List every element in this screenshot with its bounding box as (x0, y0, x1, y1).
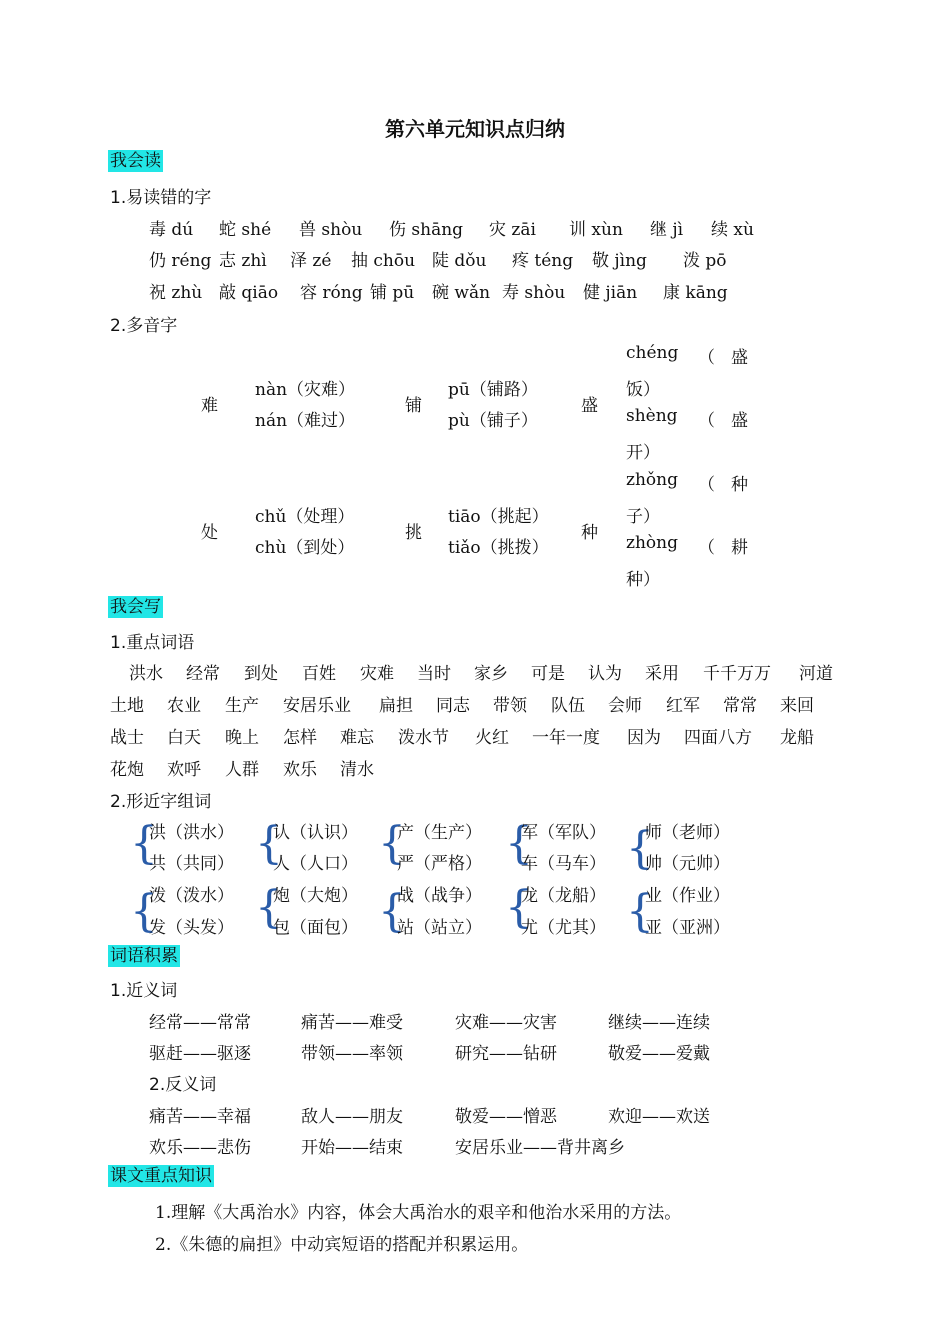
word-item: 队伍 (551, 696, 585, 716)
pinyin-item: 碗 wǎn (432, 283, 491, 303)
word-item: 红军 (666, 696, 700, 716)
left-brace-icon: { (130, 818, 158, 869)
similar-char-word: 泼（泼水） (149, 886, 234, 906)
polyphone-reading: 种 (731, 475, 748, 495)
word-item: 农业 (167, 696, 201, 716)
similar-char-word: 发（头发） (149, 918, 234, 938)
similar-char-word: 人（人口） (273, 854, 358, 874)
subheading-key-words: 1.重点词语 (110, 633, 195, 653)
left-brace-icon: { (505, 882, 533, 933)
word-item: 因为 (627, 728, 661, 748)
left-brace-icon: { (130, 886, 158, 937)
word-item: 花炮 (110, 760, 144, 780)
antonym-pair: 开始——结束 (301, 1138, 403, 1158)
similar-char-word: 洪（洪水） (149, 823, 234, 843)
synonym-pair: 灾难——灾害 (455, 1013, 557, 1033)
polyphone-reading: pù（铺子） (448, 411, 538, 431)
word-item: 来回 (780, 696, 814, 716)
left-brace-icon: { (626, 823, 654, 874)
section-heading-read: 我会读 (110, 151, 161, 171)
page-title: 第六单元知识点归纳 (385, 117, 565, 141)
synonym-pair: 敬爱——爱戴 (608, 1044, 710, 1064)
similar-char-word: 产（生产） (397, 823, 482, 843)
antonym-pair: 安居乐业——背井离乡 (455, 1138, 625, 1158)
pinyin-item: 继 jì (650, 220, 684, 240)
word-item: 晚上 (225, 728, 259, 748)
left-brace-icon: { (255, 818, 283, 869)
word-item: 扁担 (379, 696, 413, 716)
pinyin-item: 敬 jìng (592, 251, 647, 271)
polyphone-char: 挑 (405, 523, 422, 543)
polyphone-reading: shèng (626, 406, 678, 426)
pinyin-item: 抽 chōu (351, 251, 416, 271)
left-brace-icon: { (505, 818, 533, 869)
word-item: 四面八方 (684, 728, 752, 748)
word-item: 经常 (186, 664, 220, 684)
pinyin-item: 仍 réng (149, 251, 212, 271)
synonym-pair: 带领——率领 (301, 1044, 403, 1064)
polyphone-reading: （ (698, 348, 715, 368)
pinyin-item: 健 jiān (583, 283, 638, 303)
subheading-antonyms: 2.反义词 (149, 1075, 217, 1095)
polyphone-reading: nàn（灾难） (255, 380, 356, 400)
polyphone-reading: 耕 (731, 538, 748, 558)
word-item: 火红 (475, 728, 509, 748)
subheading-easy-mistake: 1.易读错的字 (110, 188, 212, 208)
polyphone-reading: 盛 (731, 411, 748, 431)
polyphone-reading: （ (698, 411, 715, 431)
polyphone-reading: 种） (626, 570, 660, 590)
left-brace-icon: { (378, 886, 406, 937)
word-item: 千千万万 (703, 664, 771, 684)
similar-char-word: 亚（亚洲） (645, 918, 730, 938)
synonym-pair: 继续——连续 (608, 1013, 710, 1033)
subheading-polyphone: 2.多音字 (110, 316, 178, 336)
pinyin-item: 泼 pō (683, 251, 727, 271)
similar-char-word: 包（面包） (273, 918, 358, 938)
polyphone-reading: chǔ（处理） (255, 507, 355, 527)
pinyin-item: 灾 zāi (489, 220, 536, 240)
word-item: 带领 (493, 696, 527, 716)
polyphone-reading: 子） (626, 507, 660, 527)
polyphone-reading: 开） (626, 443, 660, 463)
pinyin-item: 兽 shòu (299, 220, 363, 240)
synonym-pair: 经常——常常 (149, 1013, 251, 1033)
word-item: 家乡 (474, 664, 508, 684)
word-item: 人群 (225, 760, 259, 780)
lesson-point: 1.理解《大禹治水》内容，体会大禹治水的艰辛和他治水采用的方法。 (155, 1203, 682, 1223)
similar-char-word: 认（认识） (273, 823, 358, 843)
polyphone-reading: chéng (626, 343, 679, 363)
word-item: 土地 (110, 696, 144, 716)
pinyin-item: 训 xùn (569, 220, 623, 240)
pinyin-item: 寿 shòu (502, 283, 566, 303)
polyphone-reading: nán（难过） (255, 411, 356, 431)
word-item: 欢乐 (283, 760, 317, 780)
word-item: 灾难 (360, 664, 394, 684)
polyphone-char: 难 (201, 396, 218, 416)
left-brace-icon: { (378, 818, 406, 869)
pinyin-item: 毒 dú (149, 220, 194, 240)
word-item: 安居乐业 (283, 696, 351, 716)
left-brace-icon: { (626, 886, 654, 937)
word-item: 战士 (110, 728, 144, 748)
polyphone-char: 盛 (581, 396, 598, 416)
word-item: 会师 (608, 696, 642, 716)
polyphone-reading: zhòng (626, 533, 678, 553)
polyphone-reading: tiāo（挑起） (448, 507, 549, 527)
section-heading-write: 我会写 (110, 597, 161, 617)
pinyin-item: 容 róng (300, 283, 363, 303)
word-item: 清水 (340, 760, 374, 780)
similar-char-word: 师（老师） (645, 823, 730, 843)
synonym-pair: 痛苦——难受 (301, 1013, 403, 1033)
pinyin-item: 志 zhì (219, 251, 267, 271)
word-item: 认为 (588, 664, 622, 684)
section-heading-accumulate: 词语积累 (110, 946, 178, 966)
similar-char-word: 龙（龙船） (521, 886, 606, 906)
polyphone-reading: （ (698, 538, 715, 558)
polyphone-reading: tiǎo（挑拨） (448, 538, 549, 558)
polyphone-reading: zhǒng (626, 470, 678, 490)
similar-char-word: 站（站立） (397, 918, 482, 938)
pinyin-item: 疼 téng (512, 251, 574, 271)
word-item: 生产 (225, 696, 259, 716)
polyphone-reading: chù（到处） (255, 538, 355, 558)
subheading-similar-chars: 2.形近字组词 (110, 792, 212, 812)
pinyin-item: 伤 shāng (389, 220, 464, 240)
polyphone-reading: （ (698, 475, 715, 495)
similar-char-word: 尤（尤其） (521, 918, 606, 938)
word-item: 一年一度 (532, 728, 600, 748)
pinyin-item: 泽 zé (290, 251, 332, 271)
antonym-pair: 欢乐——悲伤 (149, 1138, 251, 1158)
pinyin-item: 蛇 shé (219, 220, 272, 240)
word-item: 百姓 (302, 664, 336, 684)
similar-char-word: 车（马车） (521, 854, 606, 874)
polyphone-char: 铺 (405, 396, 422, 416)
polyphone-char: 处 (201, 523, 218, 543)
word-item: 采用 (645, 664, 679, 684)
antonym-pair: 敌人——朋友 (301, 1107, 403, 1127)
similar-char-word: 严（严格） (397, 854, 482, 874)
word-item: 河道 (799, 664, 833, 684)
word-item: 怎样 (283, 728, 317, 748)
similar-char-word: 帅（元帅） (645, 854, 730, 874)
similar-char-word: 共（共同） (149, 854, 234, 874)
lesson-point: 2.《朱德的扁担》中动宾短语的搭配并积累运用。 (155, 1235, 529, 1255)
pinyin-item: 铺 pū (370, 283, 415, 303)
polyphone-reading: 盛 (731, 348, 748, 368)
similar-char-word: 业（作业） (645, 886, 730, 906)
word-item: 白天 (167, 728, 201, 748)
antonym-pair: 痛苦——幸福 (149, 1107, 251, 1127)
antonym-pair: 欢迎——欢送 (608, 1107, 710, 1127)
section-heading-lesson: 课文重点知识 (110, 1166, 212, 1186)
word-item: 泼水节 (398, 728, 449, 748)
left-brace-icon: { (255, 882, 283, 933)
subheading-synonyms: 1.近义词 (110, 981, 178, 1001)
word-item: 龙船 (780, 728, 814, 748)
word-item: 当时 (417, 664, 451, 684)
synonym-pair: 驱赶——驱逐 (149, 1044, 251, 1064)
word-item: 难忘 (340, 728, 374, 748)
similar-char-word: 军（军队） (521, 823, 606, 843)
polyphone-char: 种 (581, 523, 598, 543)
polyphone-reading: 饭） (626, 380, 660, 400)
word-item: 同志 (436, 696, 470, 716)
word-item: 洪水 (129, 664, 163, 684)
pinyin-item: 陡 dǒu (432, 251, 487, 271)
word-item: 可是 (531, 664, 565, 684)
pinyin-item: 祝 zhù (149, 283, 203, 303)
similar-char-word: 炮（大炮） (273, 886, 358, 906)
similar-char-word: 战（战争） (397, 886, 482, 906)
synonym-pair: 研究——钻研 (455, 1044, 557, 1064)
word-item: 常常 (723, 696, 757, 716)
antonym-pair: 敬爱——憎恶 (455, 1107, 557, 1127)
word-item: 欢呼 (167, 760, 201, 780)
pinyin-item: 敲 qiāo (219, 283, 279, 303)
pinyin-item: 康 kāng (663, 283, 728, 303)
pinyin-item: 续 xù (711, 220, 754, 240)
polyphone-reading: pū（铺路） (448, 380, 538, 400)
word-item: 到处 (244, 664, 278, 684)
